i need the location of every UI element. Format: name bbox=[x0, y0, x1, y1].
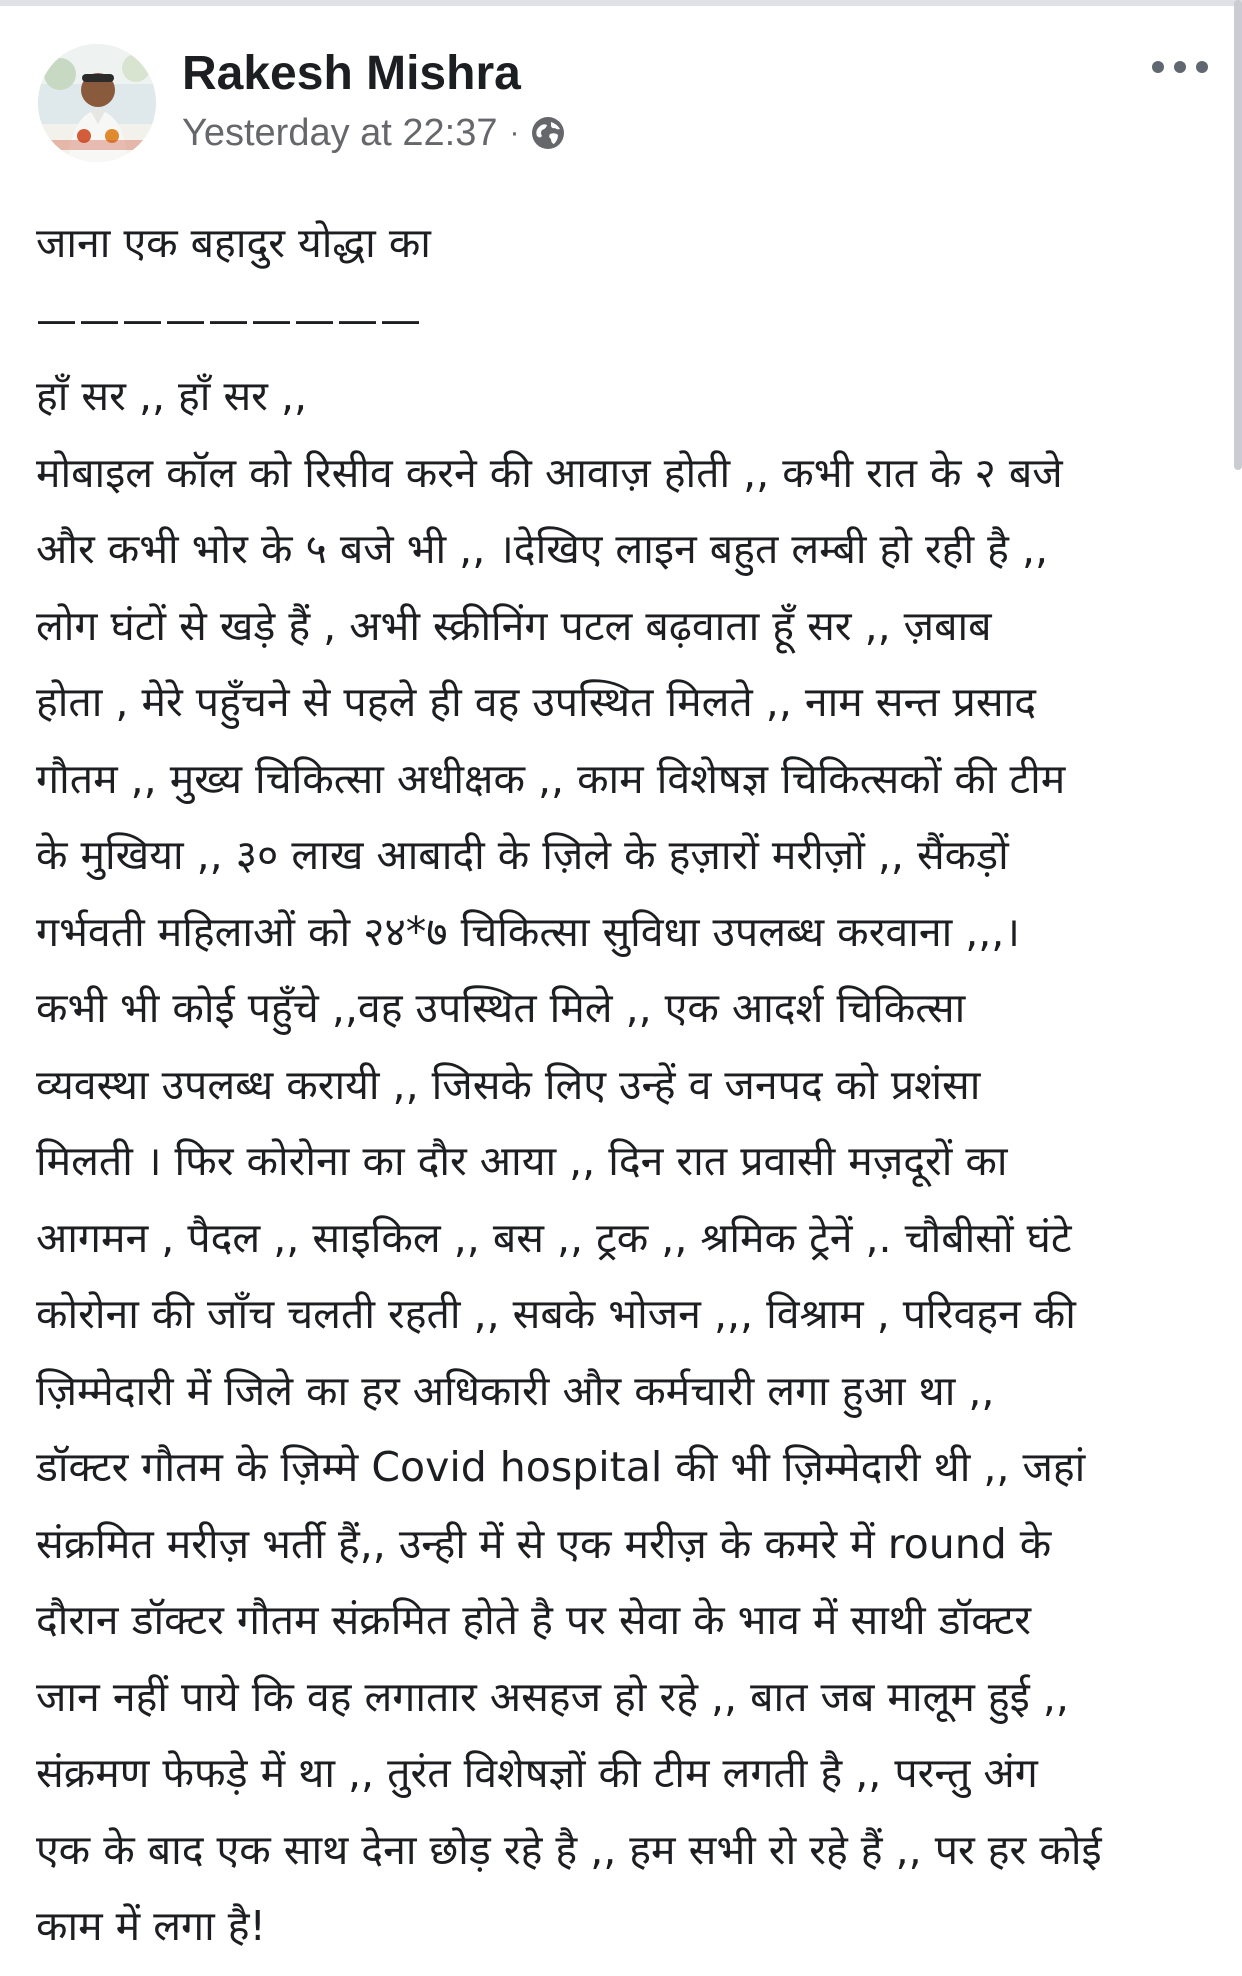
post-line: गर्भवती महिलाओं को २४*७ चिकित्सा सुविधा उपलब्ध करवाना ,,,। bbox=[36, 907, 1020, 956]
more-dot bbox=[1174, 61, 1186, 73]
avatar-photo bbox=[38, 44, 156, 162]
more-options-icon[interactable] bbox=[1152, 52, 1208, 82]
post-line: लोग घंटों से खड़े हैं , अभी स्क्रीनिंग पटल बढ़वाता हूँ सर ,, ज़बाब bbox=[36, 601, 992, 650]
post-header bbox=[38, 44, 1208, 164]
post-line: संक्रमित मरीज़ भर्ती हैं,, उन्ही में से एक मरीज़ के कमरे में round के bbox=[36, 1519, 1052, 1568]
post-timestamp[interactable]: Yesterday at 22:37 bbox=[182, 111, 498, 154]
post-line: आगमन , पैदल ,, साइकिल ,, बस ,, ट्रक ,, श्रमिक ट्रेनें ,. चौबीसों घंटे bbox=[36, 1213, 1072, 1262]
post-line: दौरान डॉक्टर गौतम संक्रमित होते है पर सेवा के भाव में साथी डॉक्टर bbox=[36, 1596, 1032, 1644]
post-line: संक्रमण फेफड़े में था ,, तुरंत विशेषज्ञों की टीम लगती है ,, परन्तु अंग bbox=[36, 1749, 1038, 1797]
post-divider: ————————— bbox=[36, 295, 423, 344]
post-title: जाना एक बहादुर योद्धा का bbox=[36, 219, 431, 267]
post-line: एक के बाद एक साथ देना छोड़ रहे है ,, हम सभी रो रहे हैं ,, पर हर कोई bbox=[36, 1825, 1102, 1874]
post-line: डॉक्टर गौतम के ज़िम्मे Covid hospital की भी ज़िम्मेदारी थी ,, जहां bbox=[36, 1443, 1086, 1491]
post-line: काम में लगा है! bbox=[36, 1902, 266, 1950]
more-dot bbox=[1196, 61, 1208, 73]
top-edge bbox=[0, 0, 1242, 6]
post-meta bbox=[182, 110, 566, 156]
post-line: और कभी भोर के ५ बजे भी ,, ।देखिए लाइन बहुत लम्बी हो रही है ,, bbox=[36, 525, 1049, 573]
scrollbar[interactable] bbox=[1234, 0, 1242, 470]
post-text bbox=[36, 205, 1216, 1965]
post-line: कोरोना की जाँच चलती रहती ,, सबके भोजन ,,, विश्राम , परिवहन की bbox=[36, 1290, 1076, 1338]
post-line: होता , मेरे पहुँचने से पहले ही वह उपस्थित मिलते ,, नाम सन्त प्रसाद bbox=[36, 678, 1036, 726]
post-line: के मुखिया ,, ३० लाख आबादी के ज़िले के हज़ारों मरीज़ों ,, सैंकड़ों bbox=[36, 831, 1009, 879]
post-line: मिलती । फिर कोरोना का दौर आया ,, दिन रात प्रवासी मज़दूरों का bbox=[36, 1137, 1008, 1185]
avatar[interactable] bbox=[38, 44, 156, 162]
globe-icon[interactable] bbox=[530, 115, 566, 151]
author-name[interactable]: Rakesh Mishra bbox=[182, 47, 521, 100]
post-line: कभी भी कोई पहुँचे ,,वह उपस्थित मिले ,, एक आदर्श चिकित्सा bbox=[36, 984, 966, 1032]
post-line: जान नहीं पाये कि वह लगातार असहज हो रहे ,, बात जब मालूम हुई ,, bbox=[36, 1672, 1069, 1721]
post-line: गौतम ,, मुख्य चिकित्सा अधीक्षक ,, काम विशेषज्ञ चिकित्सकों की टीम bbox=[36, 754, 1066, 803]
post-line: हाँ सर ,, हाँ सर ,, bbox=[36, 372, 308, 420]
post-line: ज़िम्मेदारी में जिले का हर अधिकारी और कर्मचारी लगा हुआ था ,, bbox=[36, 1366, 995, 1415]
post-line: मोबाइल कॉल को रिसीव करने की आवाज़ होती ,, कभी रात के २ बजे bbox=[36, 448, 1063, 497]
more-dot bbox=[1152, 61, 1164, 73]
meta-separator: · bbox=[509, 116, 520, 149]
post-line: व्यवस्था उपलब्ध करायी ,, जिसके लिए उन्हें व जनपद को प्रशंसा bbox=[36, 1060, 981, 1109]
